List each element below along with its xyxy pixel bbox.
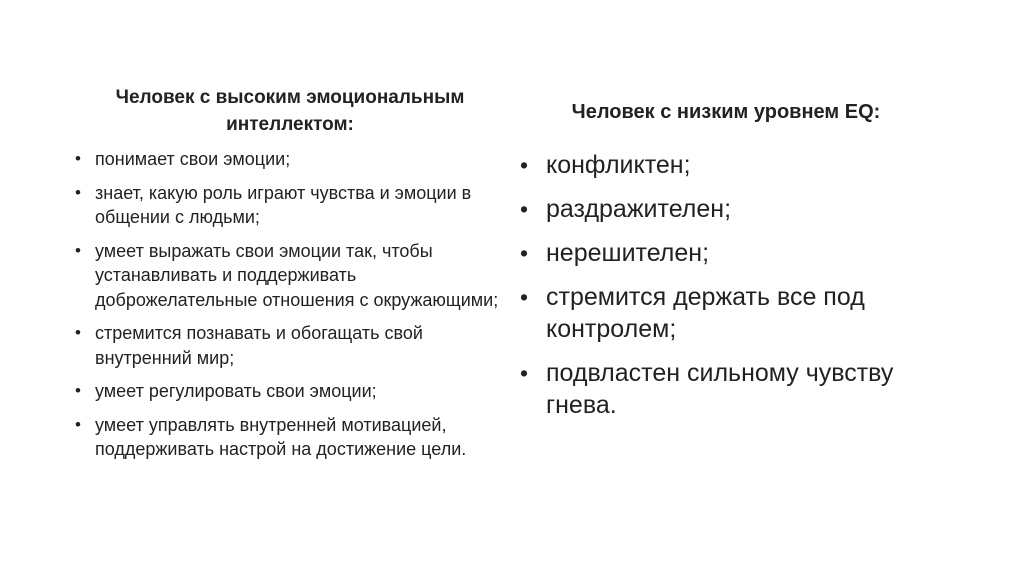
- list-item: • умеет регулировать свои эмоции;: [74, 379, 506, 404]
- list-item: • конфликтен;: [516, 149, 936, 181]
- list-item: • знает, какую роль играют чувства и эмоции в общении с людьми;: [74, 181, 506, 230]
- list-item: • подвластен сильному чувству гнева.: [516, 357, 936, 421]
- list-item: • умеет выражать свои эмоции так, чтобы устанавливать и поддерживать доброжелательные отношения с окружающими;: [74, 239, 506, 313]
- high-eq-list: [74, 147, 506, 462]
- list-item: • стремится познавать и обогащать свой внутренний мир;: [74, 321, 506, 370]
- list-item: • раздражителен;: [516, 193, 936, 225]
- low-eq-column: [516, 98, 936, 433]
- list-item: • стремится держать все под контролем;: [516, 281, 936, 345]
- high-eq-heading: Человек с высоким эмоциональным интеллектом:: [115, 87, 465, 135]
- low-eq-list: [516, 149, 936, 421]
- list-item: • нерешителен;: [516, 237, 936, 269]
- low-eq-heading: Человек с низким уровнем EQ:: [571, 101, 881, 123]
- list-item: • понимает свои эмоции;: [74, 147, 506, 172]
- high-eq-column: [74, 84, 506, 471]
- list-item: • умеет управлять внутренней мотивацией, поддерживать настрой на достижение цели.: [74, 413, 506, 462]
